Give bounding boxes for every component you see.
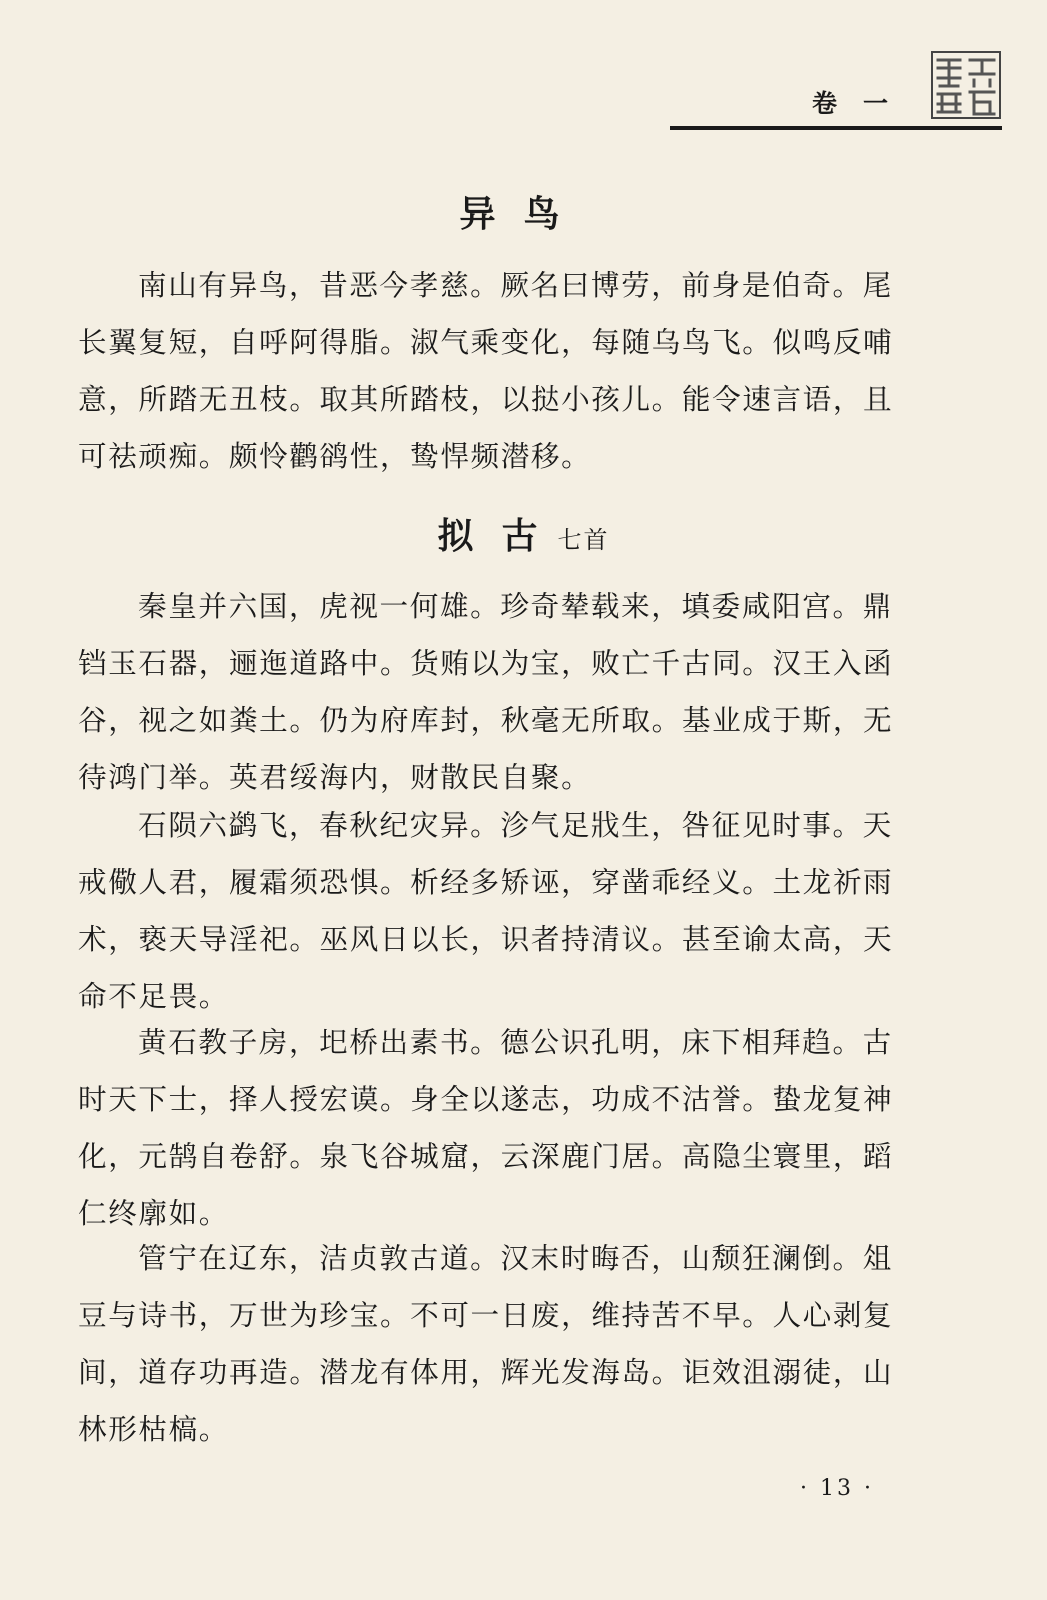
header-rule	[670, 126, 1002, 130]
poem-paragraph: 管宁在辽东，洁贞敦古道。汉末时晦否，山颓狂澜倒。俎豆与诗书，万世为珍宝。不可一日废，维持苦不早。人心剥复间，道存功再造。潜龙有体用，辉光发海岛。讵效沮溺徒，山林形枯槁。	[78, 1241, 894, 1446]
volume-char-1: 卷	[812, 89, 840, 118]
poem-title-nigu	[0, 508, 1047, 559]
page-number: · 13 ·	[800, 1476, 874, 1501]
poem-title-text: 拟古	[437, 516, 566, 557]
volume-char-2: 一	[863, 89, 891, 118]
seal-stamp-icon	[930, 50, 1002, 120]
poem-paragraph: 南山有异鸟，昔恶今孝慈。厥名曰博劳，前身是伯奇。尾长翼复短，自呼阿得脂。淑气乘变化，每随乌鸟飞。似鸣反哺意，所踏无丑枝。取其所踏枝，以挞小孩儿。能令速言语，且可祛顽痴。颇怜鹳鹆性，鸷悍频潜移。	[78, 268, 894, 473]
running-header	[812, 84, 890, 120]
poem-subtitle: 七首	[557, 526, 610, 554]
poem-paragraph: 石陨六鹢飞，春秋纪灾异。沴气足戕生，咎征见时事。天戒儆人君，履霜须恐惧。析经多矫诬，穿凿乖经义。土龙祈雨术，亵天导淫祀。巫风日以长，识者持清议。甚至谕太高，天命不足畏。	[78, 808, 894, 1013]
poem-title-yiniao: 异鸟	[459, 194, 588, 235]
poem-paragraph: 秦皇并六国，虎视一何雄。珍奇辇载来，填委咸阳宫。鼎铛玉石器，逦迤道路中。货贿以为宝，败亡千古同。汉王入函谷，视之如粪土。仍为府库封，秋毫无所取。基业成于斯，无待鸿门举。英君绥海内，财散民自聚。	[78, 589, 894, 794]
poem-paragraph: 黄石教子房，圯桥出素书。德公识孔明，床下相拜趋。古时天下士，择人授宏谟。身全以遂志，功成不沽誉。蛰龙复神化，元鹄自卷舒。泉飞谷城窟，云深鹿门居。高隐尘寰里，蹈仁终廓如。	[78, 1025, 894, 1230]
